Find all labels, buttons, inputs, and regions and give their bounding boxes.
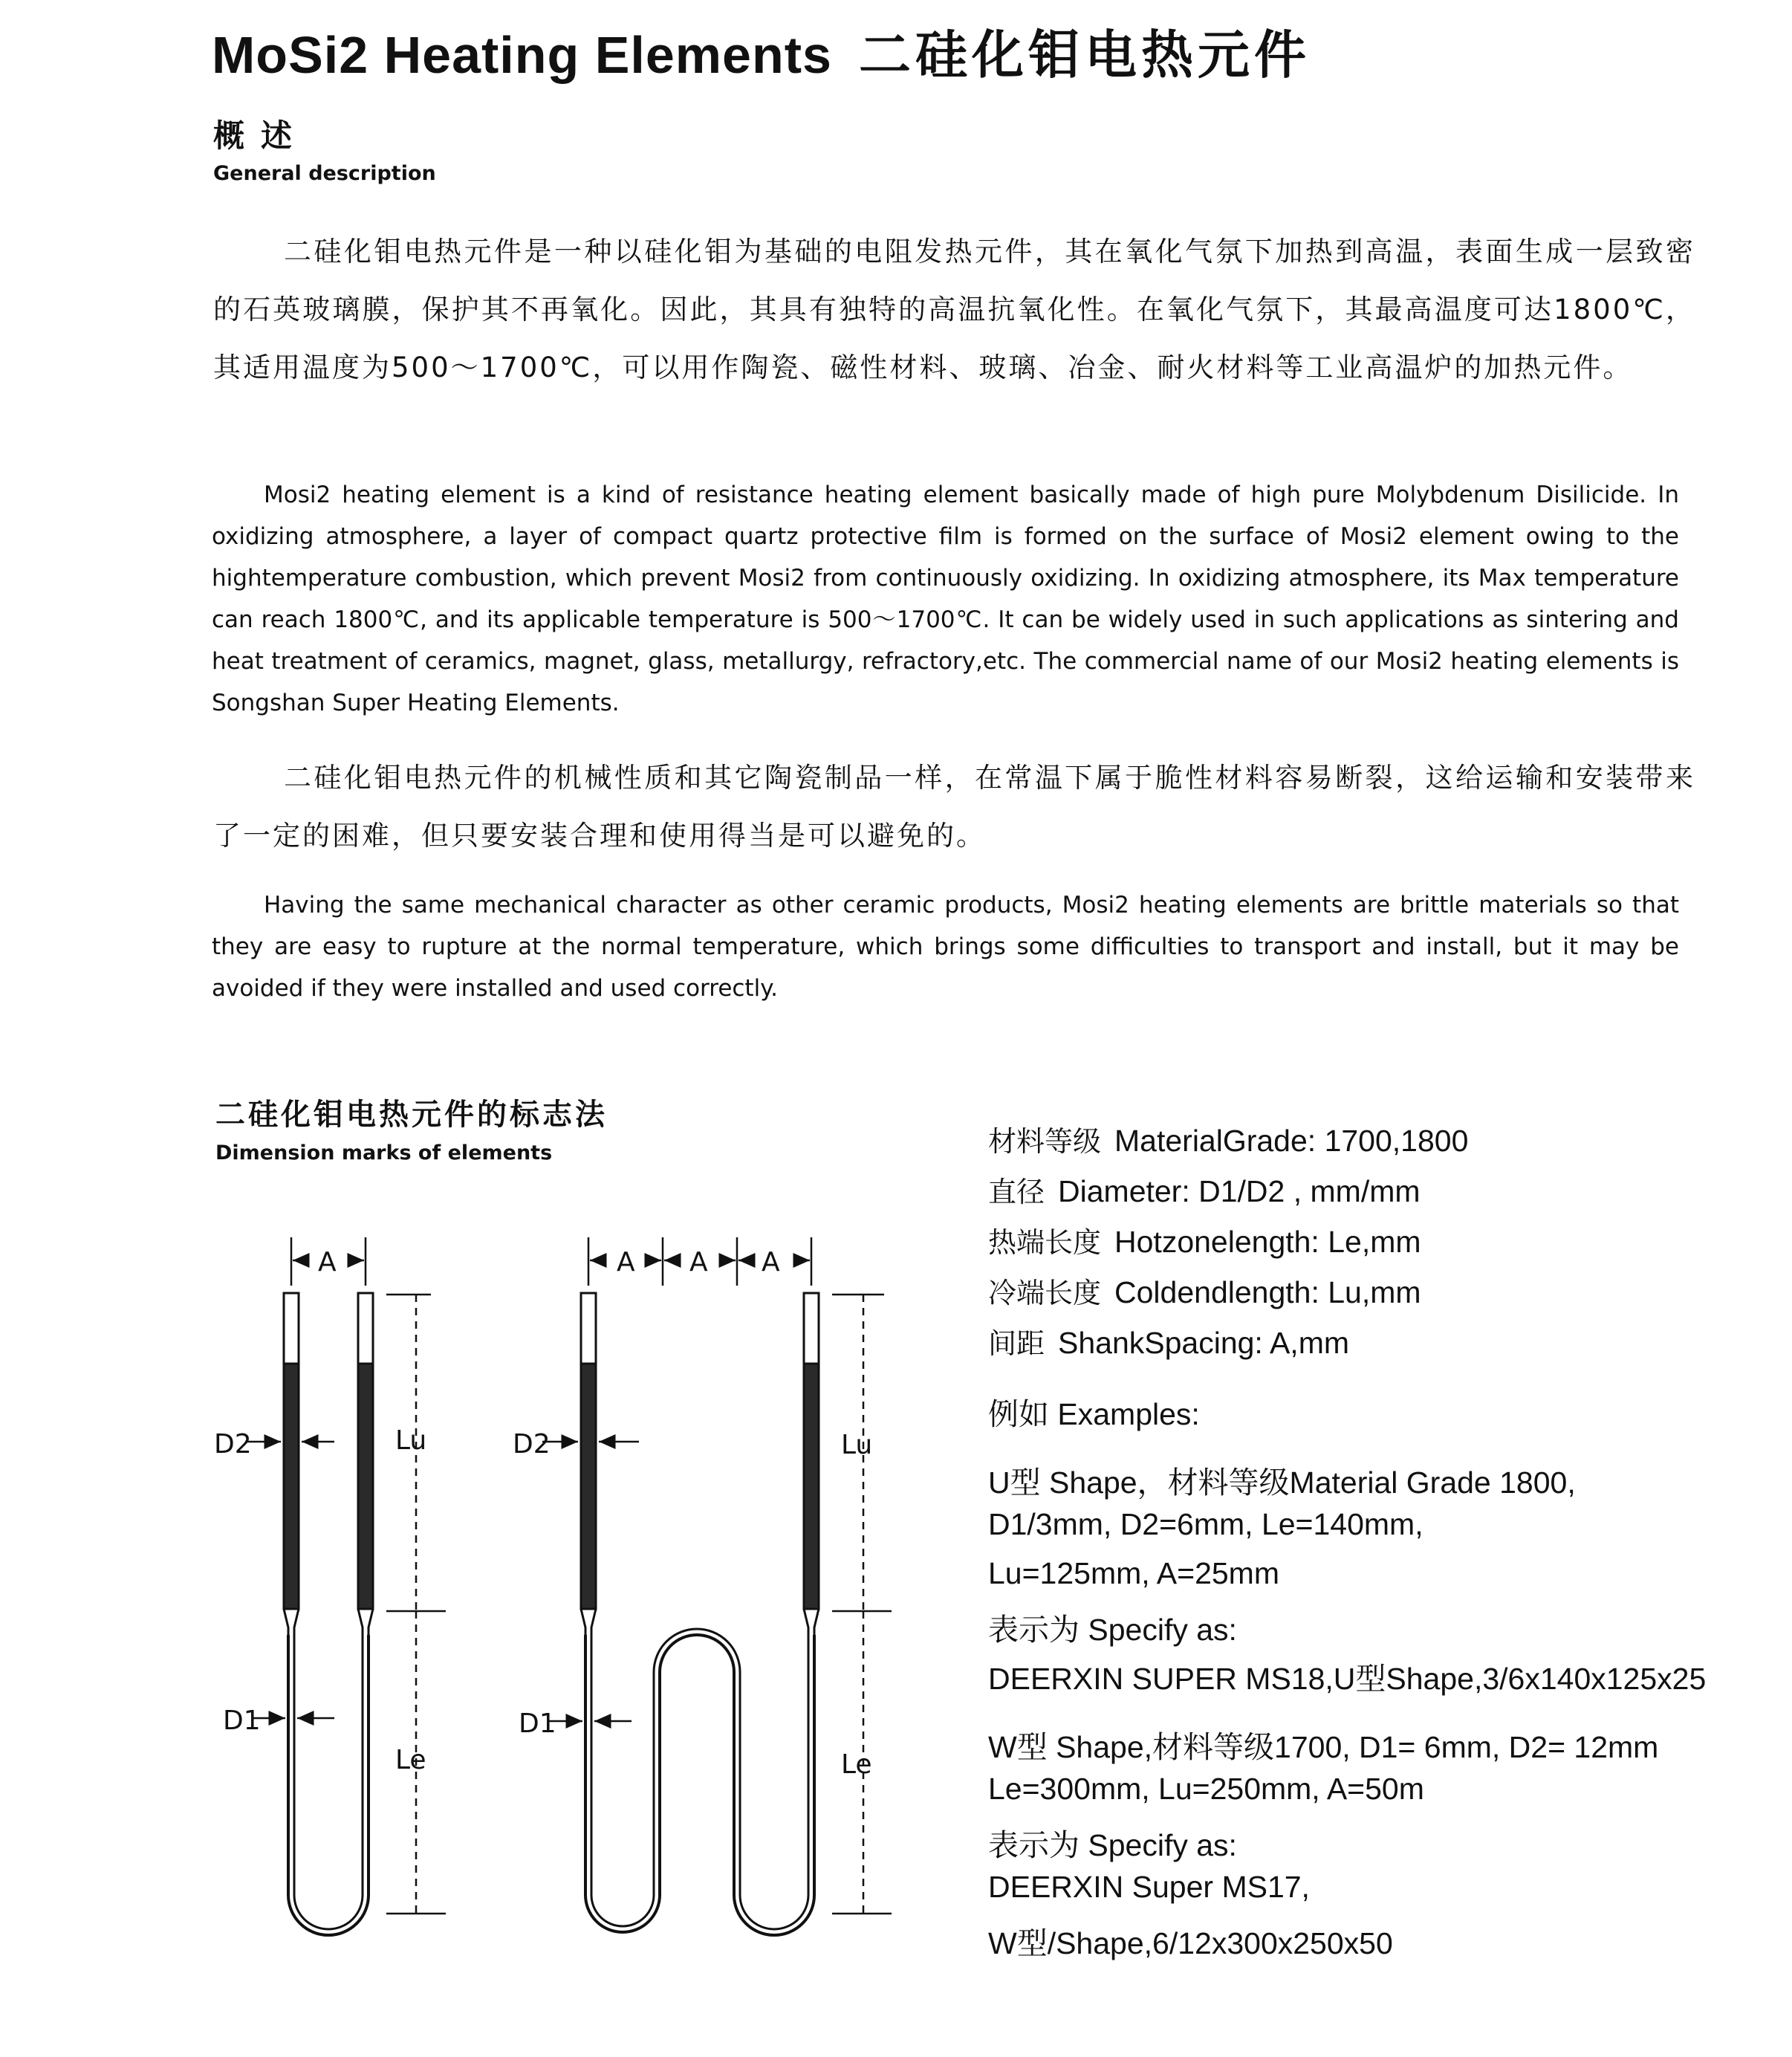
w-example-line-2: Le=300mm, Lu=250mm, A=50m: [988, 1772, 1424, 1806]
spec-diameter: 直径 Diameter: D1/D2 , mm/mm: [988, 1174, 1421, 1208]
u-example-line-1: U型 Shape，材料等级Material Grade 1800,: [988, 1465, 1576, 1500]
u-example-line-4: 表示为 Specify as:: [988, 1613, 1237, 1647]
w-example-line-1: W型 Shape,材料等级1700, D1= 6mm, D2= 12mm: [988, 1730, 1659, 1764]
spec-shank-spacing: 间距 ShankSpacing: A,mm: [988, 1326, 1349, 1360]
label-a-w3: A: [762, 1247, 780, 1277]
label-a-w1: A: [617, 1247, 635, 1277]
label-lu-w: Lu: [841, 1430, 873, 1460]
w-shape-example: [988, 1723, 1658, 1968]
u-example-line-2: D1/3mm, D2=6mm, Le=140mm,: [988, 1507, 1423, 1541]
spec-list: [988, 1118, 1468, 1371]
label-lu-u: Lu: [395, 1425, 427, 1456]
page-title: [212, 13, 1311, 88]
title-english: MoSi2 Heating Elements: [212, 26, 832, 84]
paragraph-2-en: Having the same mechanical character as other ceramic products, Mosi2 heating elements are brittle materials so that they are easy to rupture at the normal temperature, which brings some difficulties to transport and install, but it may be avoided if they were installed and used correctly.: [212, 892, 1679, 1002]
general-heading-cn: 概述: [213, 117, 309, 154]
title-chinese: 二硅化钼电热元件: [858, 24, 1311, 85]
spec-material-grade: 材料等级 MaterialGrade: 1700,1800: [988, 1124, 1469, 1158]
u-example-line-5: DEERXIN SUPER MS18,U型Shape,3/6x140x125x25: [988, 1662, 1707, 1696]
general-heading-en: General description: [213, 162, 436, 185]
u-shape-element: [284, 1293, 373, 1935]
label-d2-u: D2: [214, 1429, 252, 1460]
w-example-line-3: 表示为 Specify as:: [988, 1828, 1237, 1862]
u-shape-example: [988, 1458, 1706, 1703]
label-d1-u: D1: [223, 1705, 261, 1736]
label-a-w2: A: [689, 1247, 708, 1277]
label-d1-w: D1: [519, 1708, 556, 1739]
w-example-line-4: DEERXIN Super MS17,: [988, 1870, 1310, 1904]
u-example-line-3: Lu=125mm, A=25mm: [988, 1556, 1279, 1590]
paragraph-1-cn: 二硅化钼电热元件是一种以硅化钼为基础的电阻发热元件，其在氧化气氛下加热到高温，表面生成一层致密的石英玻璃膜，保护其不再氧化。因此，其具有独特的高温抗氧化性。在氧化气氛下，其最高温度可达1800℃，其适用温度为500～1700℃，可以用作陶瓷、磁性材料、玻璃、冶金、耐火材料等工业高温炉的加热元件。: [213, 236, 1695, 383]
label-le-w: Le: [841, 1749, 872, 1780]
examples-heading: 例如 Examples:: [988, 1397, 1200, 1431]
label-le-u: Le: [395, 1745, 426, 1775]
label-a-u: A: [318, 1247, 337, 1277]
w-shape-element: [581, 1293, 819, 1935]
marks-heading-en: Dimension marks of elements: [215, 1141, 553, 1164]
spec-hot-zone-length: 热端长度 Hotzonelength: Le,mm: [988, 1225, 1421, 1259]
marks-heading-cn: 二硅化钼电热元件的标志法: [215, 1098, 608, 1132]
w-example-line-5: W型/Shape,6/12x300x250x50: [988, 1926, 1393, 1960]
spec-cold-end-length: 冷端长度 Coldendlength: Lu,mm: [988, 1275, 1421, 1309]
paragraph-1-en: Mosi2 heating element is a kind of resistance heating element basically made of high pure Molybdenum Disilicide. In oxidizing atmosphere, a layer of compact quartz protective film is formed on the surface of Mosi2 element owing to the hightemperature combustion, which prevent Mosi2 from continuously oxidizing. In oxidizing atmosphere, its Max temperature can reach 1800℃, and its applicable temperature is 500～1700℃. It can be widely used in such applications as sintering and heat treatment of ceramics, magnet, glass, metallurgy, refractory,etc. The commercial name of our Mosi2 heating elements is Songshan Super Heating Elements.: [212, 482, 1679, 716]
paragraph-2-cn: 二硅化钼电热元件的机械性质和其它陶瓷制品一样，在常温下属于脆性材料容易断裂，这给运输和安装带来了一定的困难，但只要安装合理和使用得当是可以避免的。: [213, 762, 1695, 852]
element-dimension-diagram: [201, 1204, 906, 1947]
label-d2-w: D2: [513, 1429, 551, 1460]
